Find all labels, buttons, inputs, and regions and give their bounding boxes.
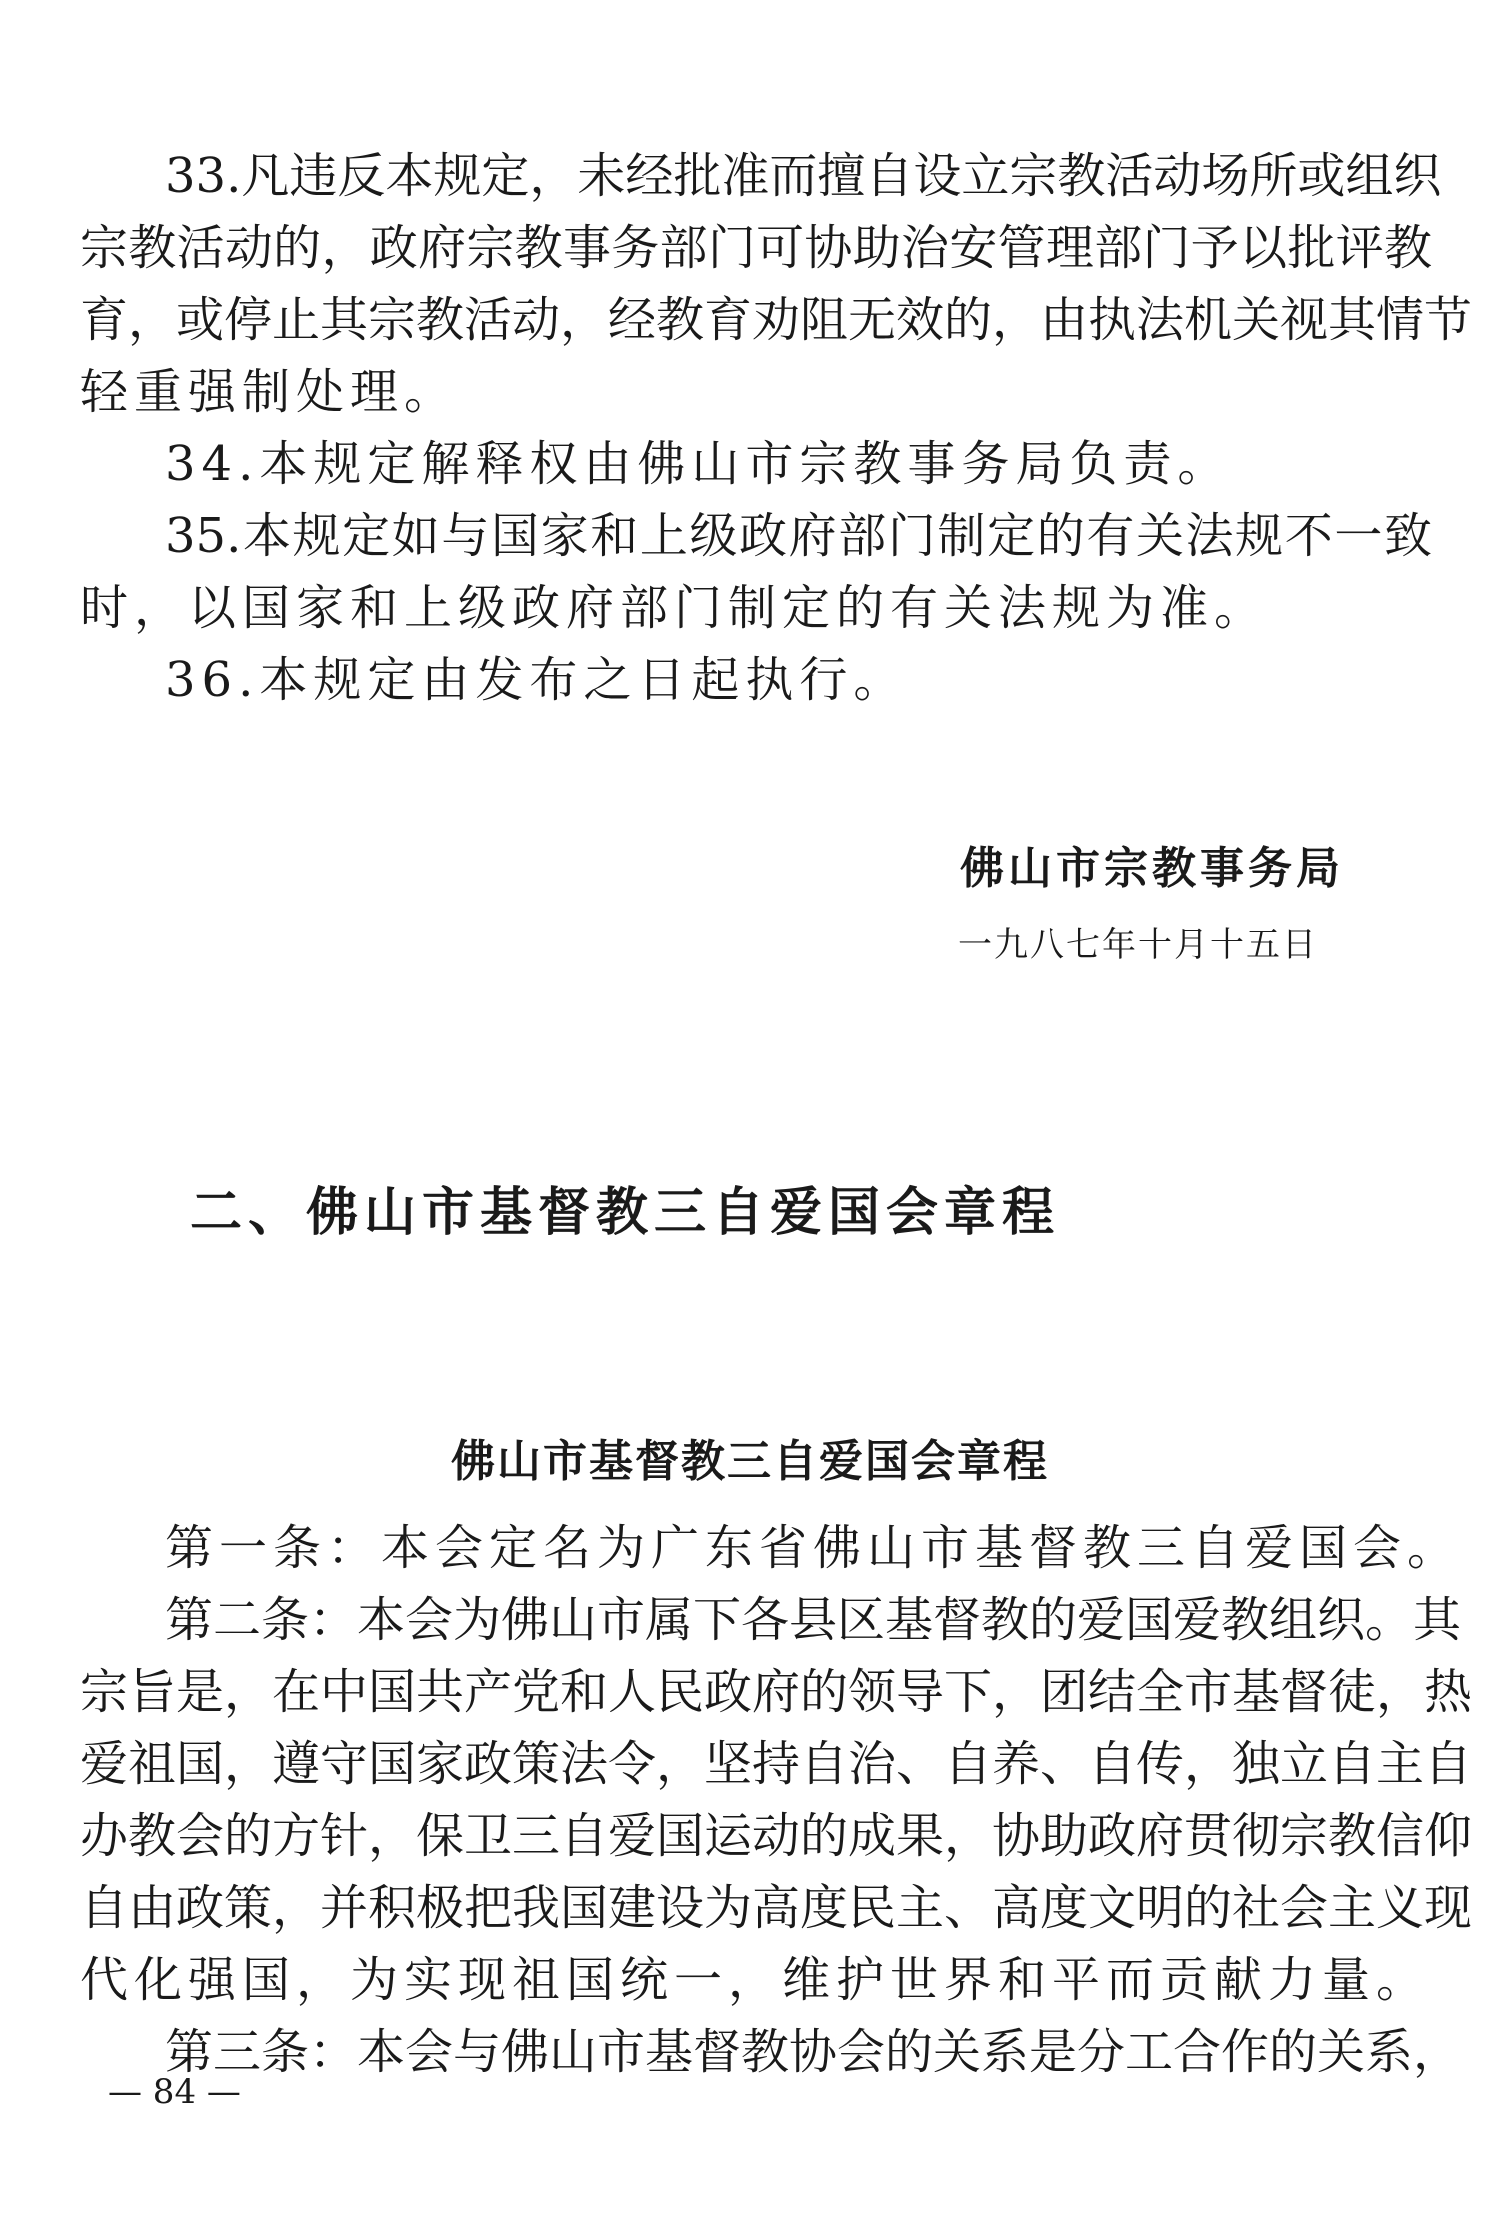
signature-organization: 佛山市宗教事务局 <box>960 843 1344 894</box>
paragraph-36: 36.本规定由发布之日起执行。 <box>165 652 908 708</box>
paragraph-33-line-3: 育，或停止其宗教活动，经教育劝阻无效的，由执法机关视其情节 <box>80 292 1473 348</box>
paragraph-33-line-2: 宗教活动的，政府宗教事务部门可协助治安管理部门予以批评教 <box>80 220 1432 276</box>
article-2-line-3: 爱祖国，遵守国家政策法令，坚持自治、自养、自传，独立自主自 <box>80 1736 1473 1792</box>
document-title: 佛山市基督教三自爱国会章程 <box>451 1436 1049 1487</box>
article-2-line-5: 自由政策，并积极把我国建设为高度民主、高度文明的社会主义现 <box>80 1880 1473 1936</box>
paragraph-34: 34.本规定解释权由佛山市宗教事务局负责。 <box>165 436 1232 492</box>
paragraph-35-line-1: 35.本规定如与国家和上级政府部门制定的有关法规不一致 <box>165 508 1432 564</box>
paragraph-33-line-1: 33.凡违反本规定，未经批准而擅自设立宗教活动场所或组织 <box>165 148 1442 204</box>
signature-date: 一九八七年十月十五日 <box>958 925 1318 965</box>
paragraph-33-line-4: 轻重强制处理。 <box>80 364 459 420</box>
article-3-line-1: 第三条：本会与佛山市基督教协会的关系是分工合作的关系， <box>165 2024 1462 2080</box>
article-2-line-6: 代化强国，为实现祖国统一，维护世界和平而贡献力量。 <box>80 1952 1431 2008</box>
article-1: 第一条：本会定名为广东省佛山市基督教三自爱国会。 <box>165 1520 1462 1576</box>
article-2-line-1: 第二条：本会为佛山市属下各县区基督教的爱国爱教组织。其 <box>165 1592 1462 1648</box>
page-number: — 84 — <box>108 2072 241 2112</box>
paragraph-35-line-2: 时，以国家和上级政府部门制定的有关法规为准。 <box>80 580 1269 636</box>
section-heading: 二、佛山市基督教三自爱国会章程 <box>190 1182 1061 1243</box>
article-2-line-2: 宗旨是，在中国共产党和人民政府的领导下，团结全市基督徒，热 <box>80 1664 1473 1720</box>
article-2-line-4: 办教会的方针，保卫三自爱国运动的成果，协助政府贯彻宗教信仰 <box>80 1808 1473 1864</box>
